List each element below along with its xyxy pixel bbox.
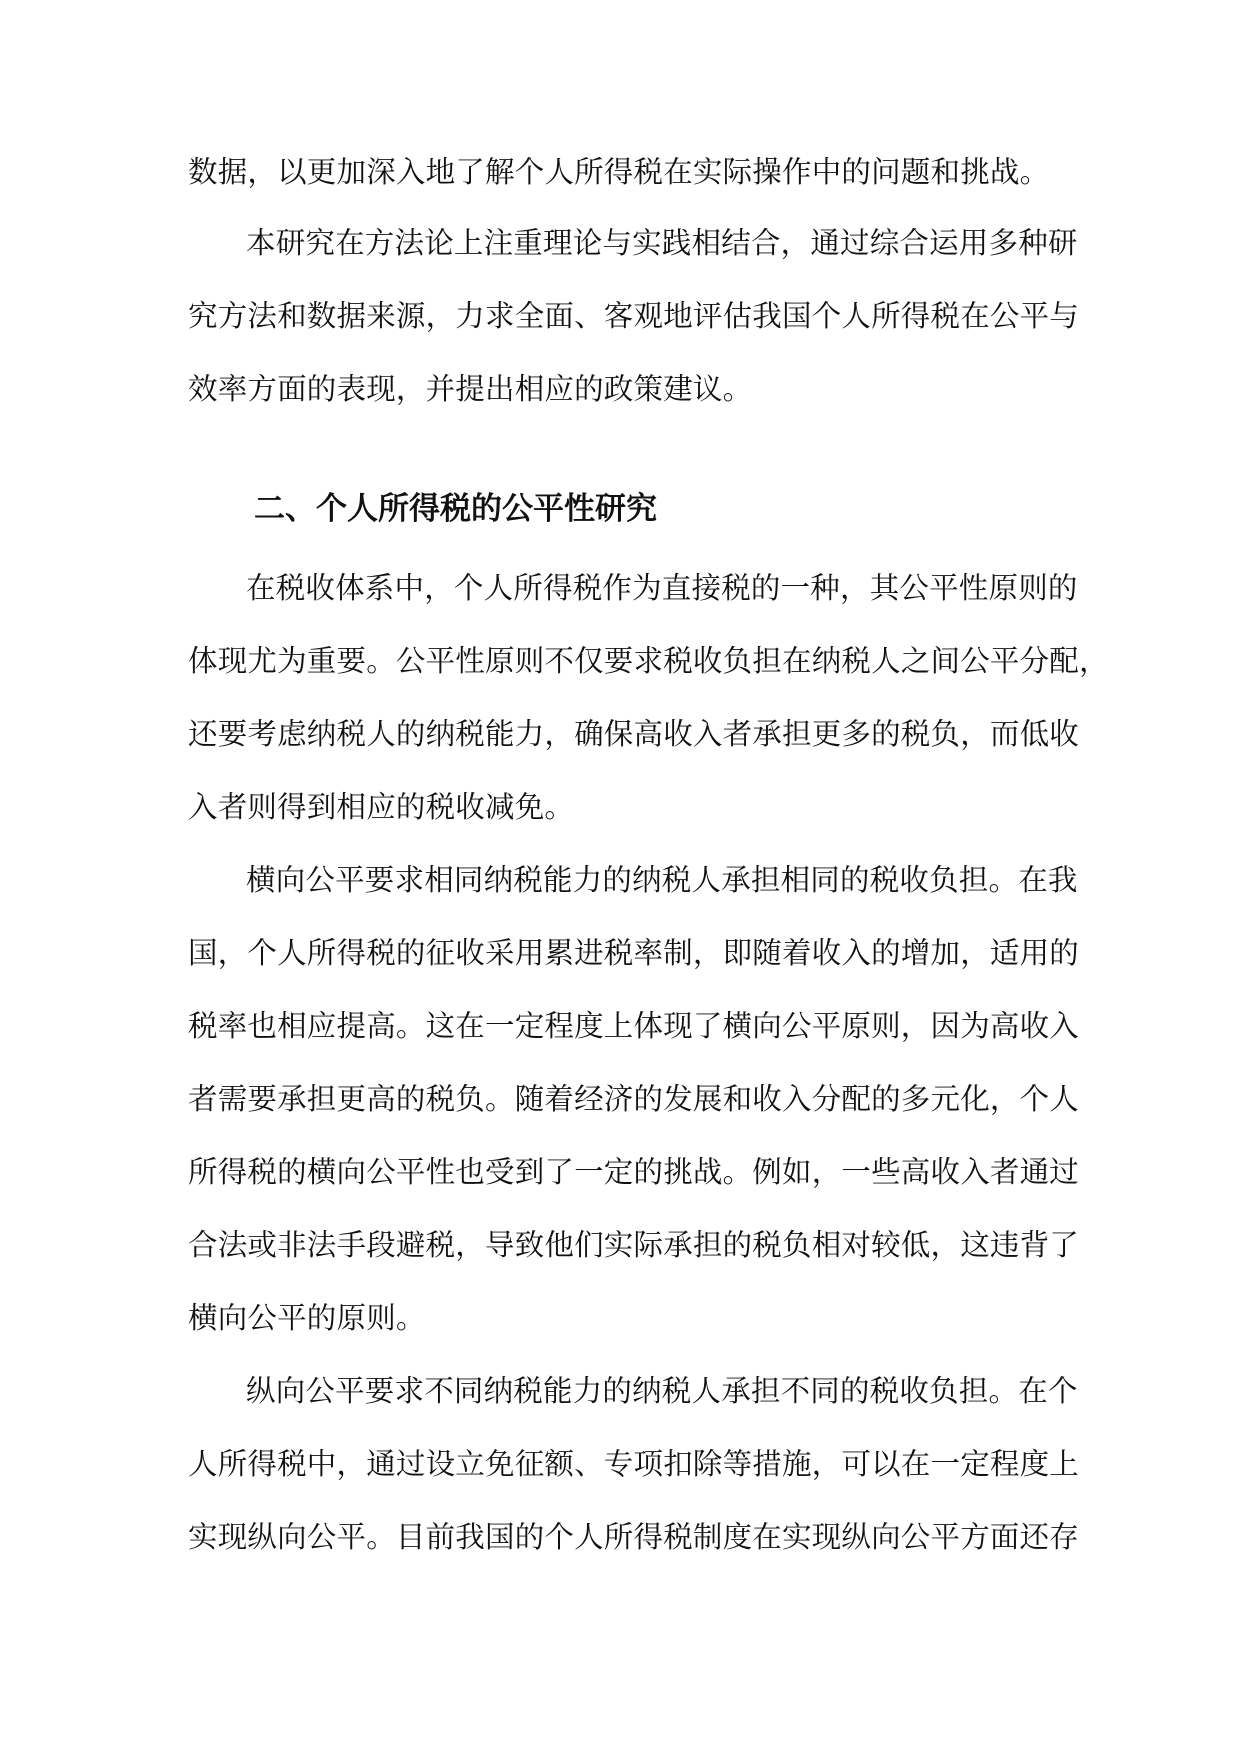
text-line: 效率方面的表现，并提出相应的政策建议。	[188, 372, 753, 406]
text-line: 体现尤为重要。公平性原则不仅要求税收负担在纳税人之间公平分配，	[188, 644, 1109, 678]
text-line: 本研究在方法论上注重理论与实践相结合，通过综合运用多种研	[246, 226, 1078, 260]
text-line: 实现纵向公平。目前我国的个人所得税制度在实现纵向公平方面还存	[188, 1520, 1080, 1554]
text-line: 人所得税中，通过设立免征额、专项扣除等措施，可以在一定程度上	[188, 1447, 1080, 1481]
text-line: 在税收体系中，个人所得税作为直接税的一种，其公平性原则的	[246, 571, 1078, 605]
text-line: 究方法和数据来源，力求全面、客观地评估我国个人所得税在公平与	[188, 299, 1080, 333]
text-line: 者需要承担更高的税负。随着经济的发展和收入分配的多元化，个人	[188, 1082, 1080, 1116]
text-line: 还要考虑纳税人的纳税能力，确保高收入者承担更多的税负，而低收	[188, 717, 1080, 751]
section-heading: 二、个人所得税的公平性研究	[254, 491, 657, 527]
text-line: 横向公平要求相同纳税能力的纳税人承担相同的税收负担。在我	[246, 863, 1078, 897]
text-line: 所得税的横向公平性也受到了一定的挑战。例如，一些高收入者通过	[188, 1155, 1080, 1189]
text-line: 税率也相应提高。这在一定程度上体现了横向公平原则，因为高收入	[188, 1009, 1080, 1043]
text-line: 纵向公平要求不同纳税能力的纳税人承担不同的税收负担。在个	[246, 1374, 1078, 1408]
text-line: 国，个人所得税的征收采用累进税率制，即随着收入的增加，适用的	[188, 936, 1080, 970]
text-line: 合法或非法手段避税，导致他们实际承担的税负相对较低，这违背了	[188, 1228, 1080, 1262]
text-line: 横向公平的原则。	[188, 1301, 426, 1335]
text-line: 入者则得到相应的税收减免。	[188, 790, 575, 824]
text-line: 数据，以更加深入地了解个人所得税在实际操作中的问题和挑战。	[188, 155, 1050, 189]
